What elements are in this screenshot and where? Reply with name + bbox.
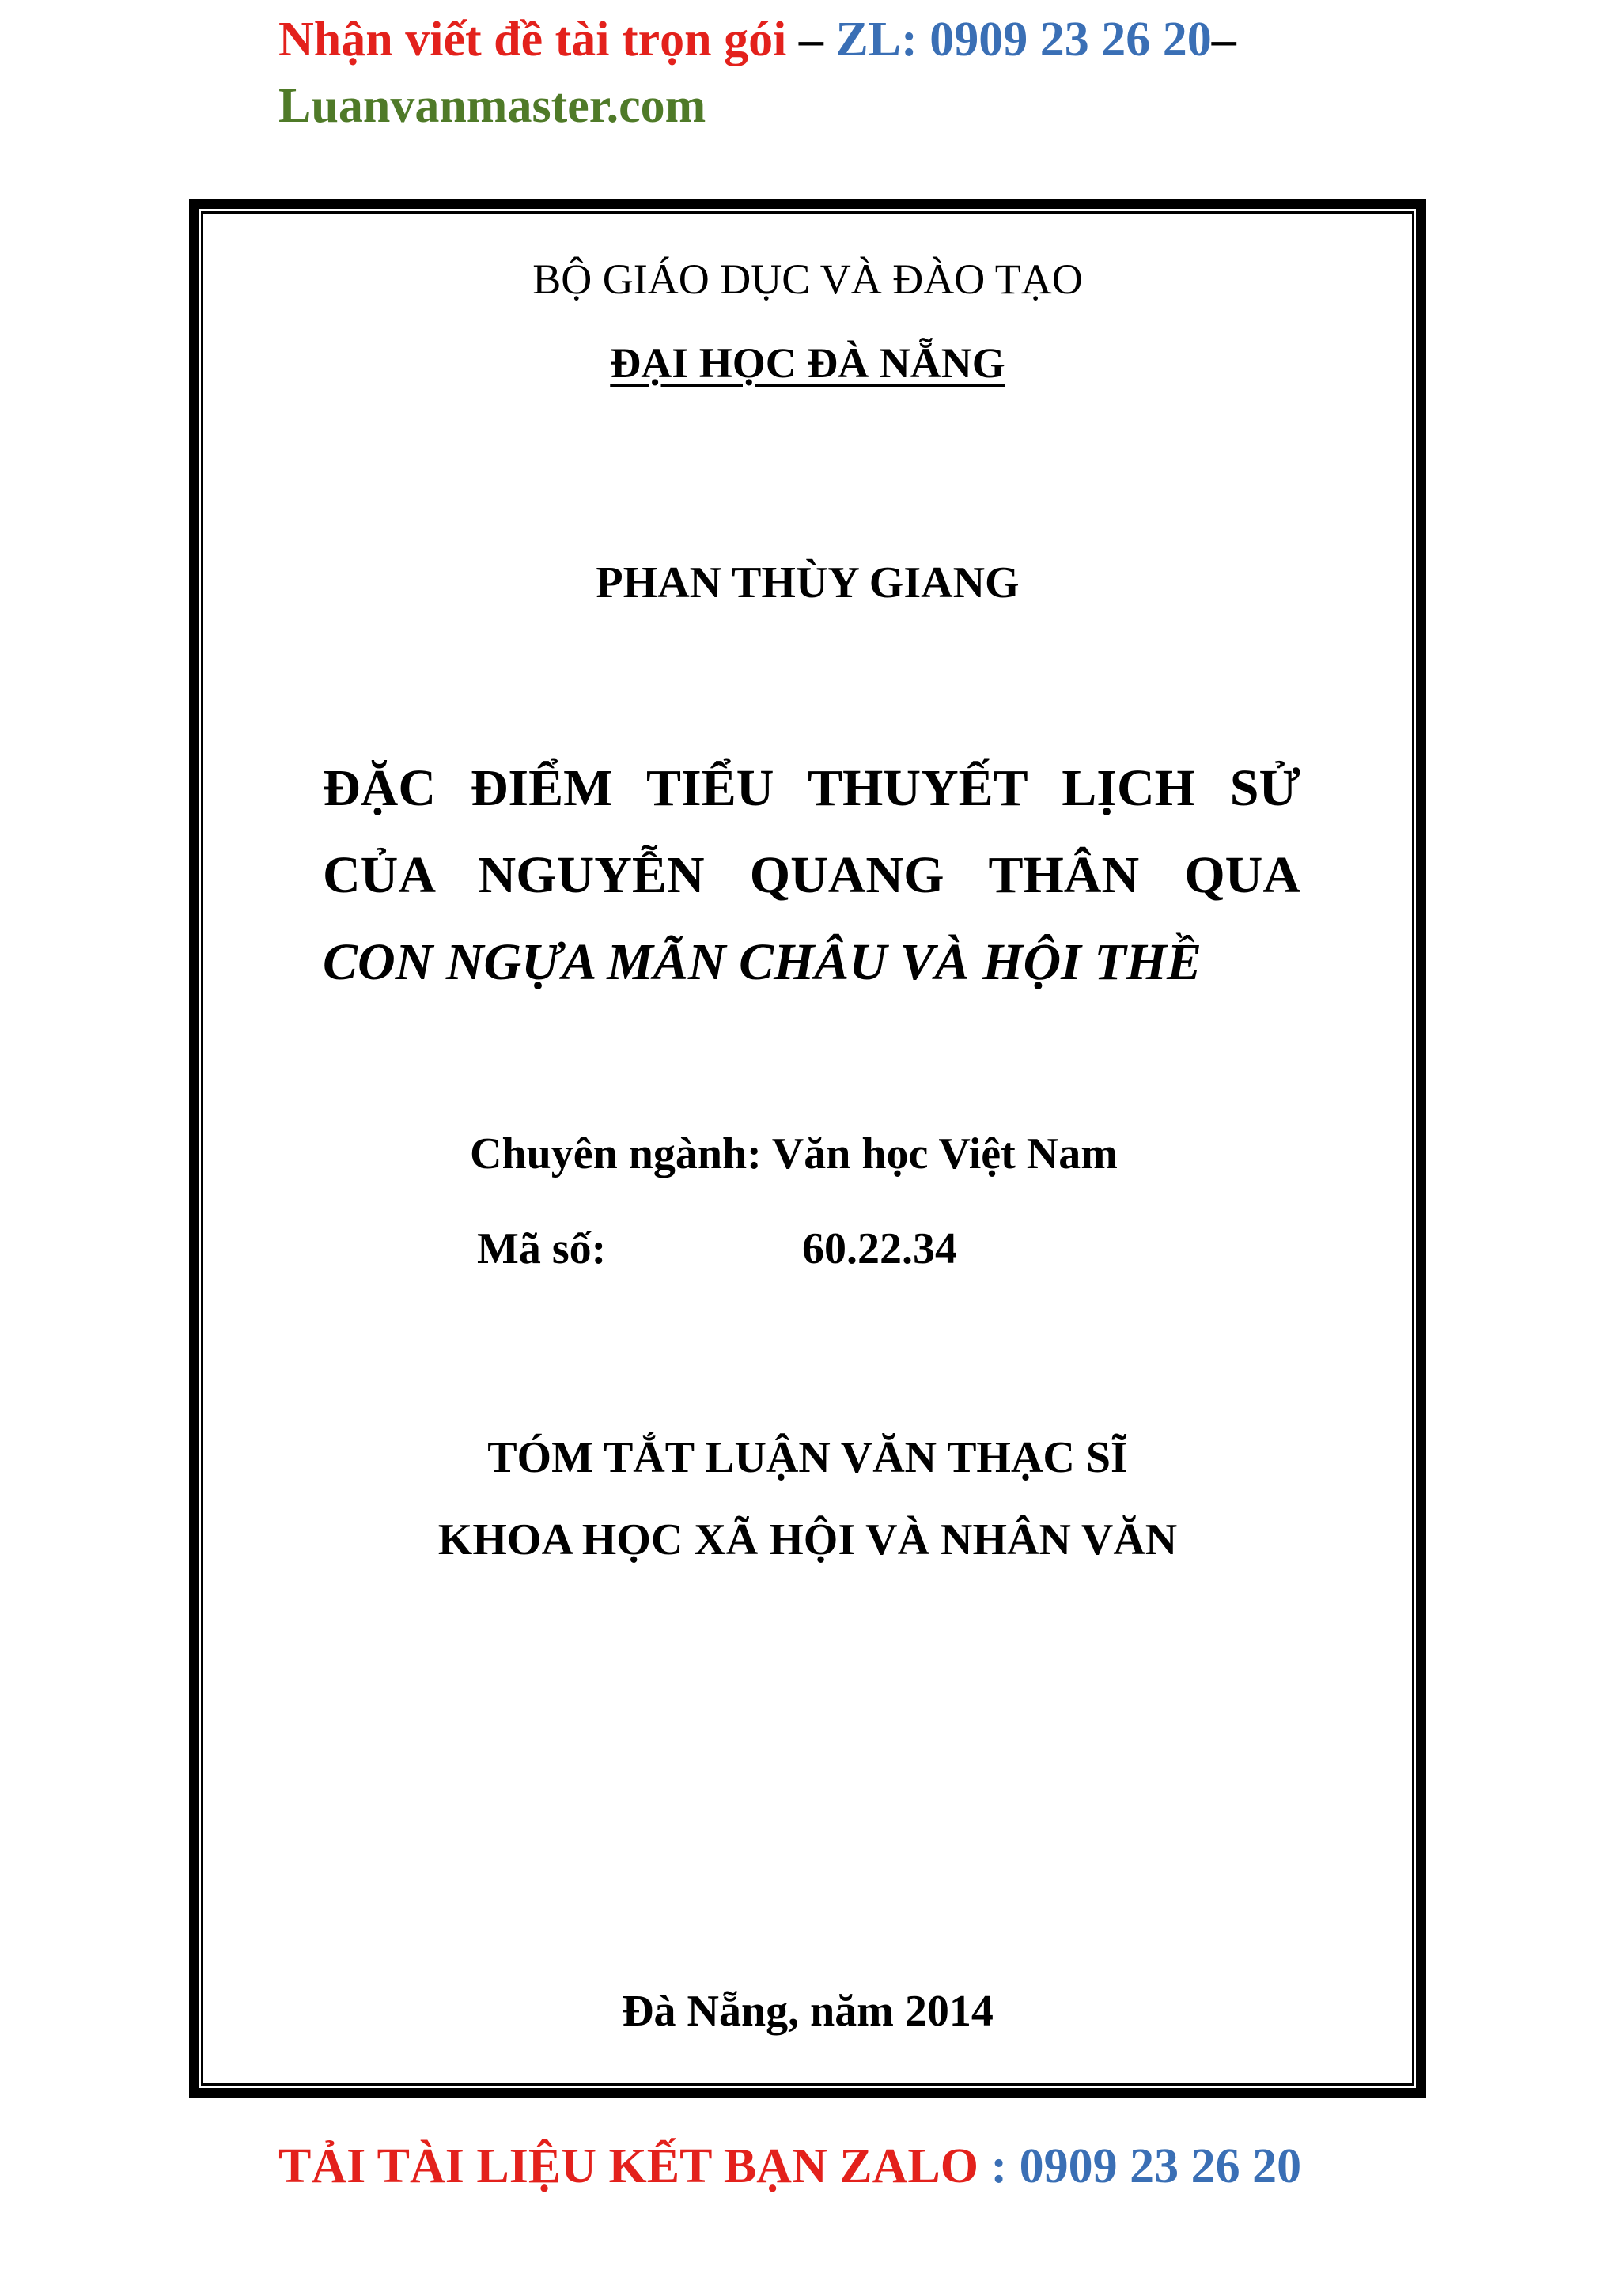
ministry-heading: BỘ GIÁO DỤC VÀ ĐÀO TẠO <box>532 255 1083 303</box>
summary-line-1: TÓM TẮT LUẬN VĂN THẠC SĨ <box>487 1433 1128 1482</box>
place-and-year: Đà Nẵng, năm 2014 <box>622 1987 994 2036</box>
promo-separator: – <box>786 13 836 66</box>
download-separator: : <box>978 2139 1020 2193</box>
promo-service-text: Nhận viết đề tài trọn gói <box>278 13 787 66</box>
promo-website: Luanvanmaster.com <box>278 79 706 133</box>
thesis-title-line-3: CON NGỰA MÃN CHÂU VÀ HỘI THỀ <box>323 933 1202 991</box>
download-zalo-number: 0909 23 26 20 <box>1019 2139 1302 2193</box>
university-heading <box>201 335 1414 391</box>
university-name: ĐẠI HỌC ĐÀ NẴNG <box>610 339 1005 387</box>
code-value: 60.22.34 <box>802 1224 957 1273</box>
thesis-title-line-1: ĐẶC ĐIỂM TIỂU THUYẾT LỊCH SỬ <box>323 759 1300 817</box>
top-promo-banner <box>278 6 1544 139</box>
thesis-title-line-2: CỦA NGUYỄN QUANG THÂN QUA <box>323 846 1300 904</box>
download-text: TẢI TÀI LIỆU KẾT BẠN ZALO <box>278 2139 978 2193</box>
author-name: PHAN THÙY GIANG <box>596 558 1020 607</box>
thesis-title <box>323 745 1300 1006</box>
summary-line-2: KHOA HỌC XÃ HỘI VÀ NHÂN VĂN <box>437 1515 1178 1564</box>
promo-zalo-contact: ZL: 0909 23 26 20 <box>835 13 1212 66</box>
major-label: Chuyên ngành: Văn học Việt Nam <box>470 1129 1118 1178</box>
code-label: Mã số: <box>477 1224 607 1273</box>
bottom-promo-banner <box>278 2134 1433 2199</box>
promo-separator-2: – <box>1211 13 1236 66</box>
